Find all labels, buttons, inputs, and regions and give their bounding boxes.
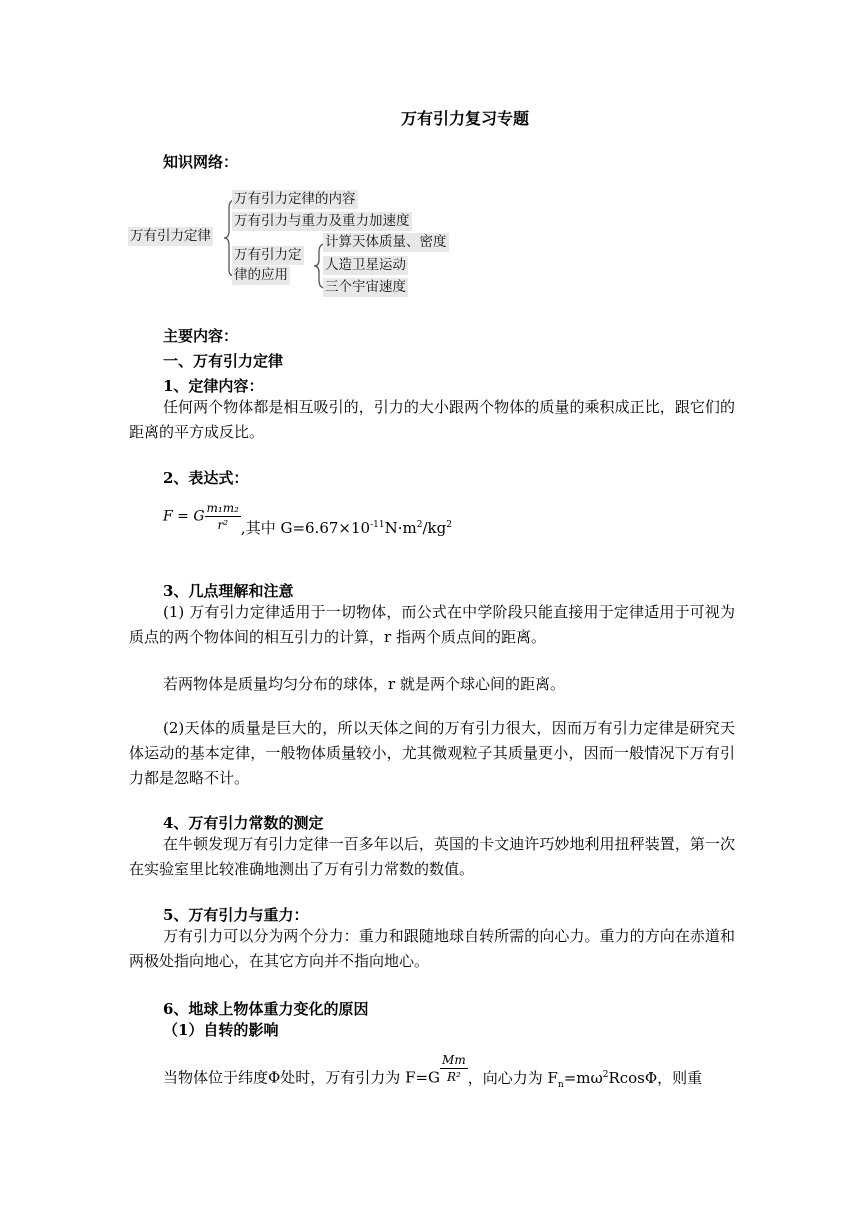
paragraph-law-content: 任何两个物体都是相互吸引的，引力的大小跟两个物体的质量的乘积成正比，跟它们的距离的平方成反比。 [129,398,735,441]
formula-fraction [205,500,241,533]
rotation-fraction [440,1052,468,1085]
paragraph-sphere-note: 若两物体是质量均匀分布的球体，r 就是两个球心间的距离。 [163,675,565,693]
subsection-heading-1-5: 5、万有引力与重力： [163,906,309,924]
formula-denominator: r² [217,518,228,532]
diagram-branch-application-1: 万有引力定 [234,247,302,263]
rotation-numerator: Mm [442,1053,466,1067]
subsection-heading-1-6: 6、地球上物体重力变化的原因 [163,1000,369,1018]
paragraph-cavendish: 在牛顿发现万有引力定律一百多年以后，英国的卡文迪许巧妙地利用扭秤装置，第一次在实验室里比较准确地测出了万有引力常数的数值。 [129,835,735,878]
rotation-denominator: R² [446,1070,461,1084]
diagram-branch-gravity: 万有引力与重力及重力加速度 [234,213,410,229]
paragraph-note-1: (1) 万有引力定律适用于一切物体，而公式在中学阶段只能直接用于定律适用于可视为质点的两个物体间的相互引力的计算，r 指两个质点间的距离。 [129,603,735,646]
formula-constant: ,其中 $G=6.67\times 10^{-11}N\cdot m^2/kg^2$ [240,518,452,537]
subsection-heading-1-6-1: （1）自转的影响 [163,1021,279,1039]
rotation-text-1: 当物体位于纬度Φ处时，万有引力为 F=G [163,1068,441,1087]
subsection-heading-1-3: 3、几点理解和注意 [163,582,294,600]
formula-gravitation [163,500,452,538]
diagram-branch-application-2: 律的应用 [234,267,288,283]
paragraph-note-2: (2)天体的质量是巨大的，所以天体之间的万有引力很大，因而万有引力定律是研究天体运动的基本定律，一般物体质量较小，尤其微观粒子其质量更小，因而一般情况下万有引力都是忽略不计。 [129,719,735,787]
paragraph-rotation-effect [163,1052,702,1090]
diagram-sub-mass-density: 计算天体质量、密度 [325,234,447,250]
subsection-heading-1-4: 4、万有引力常数的测定 [163,814,324,832]
diagram-sub-cosmic-speeds: 三个宇宙速度 [325,279,406,295]
main-heading: 主要内容： [163,327,239,345]
section-heading-1: 一、万有引力定律 [163,352,284,370]
formula-numerator: m₁m₂ [206,501,239,515]
paragraph-gravity-components: 万有引力可以分为两个分力：重力和跟随地球自转所需的向心力。重力的方向在赤道和两极处指向地心，在其它方向并不指向地心。 [129,927,735,970]
subsection-heading-1-2: 2、表达式： [163,469,249,487]
diagram-root: 万有引力定律 [130,228,211,244]
subsection-heading-1-1: 1、定律内容： [163,377,264,395]
diagram-sub-satellite: 人造卫星运动 [325,257,406,273]
rotation-text-2: ，向心力为 $F_n=m\omega^2Rcos\Phi$，则重 [467,1068,703,1090]
formula-lhs: F = G [163,508,205,525]
knowledge-heading: 知识网络： [163,153,239,171]
diagram-branch-content: 万有引力定律的内容 [234,191,356,207]
page-title: 万有引力复习专题 [400,109,529,128]
knowledge-network-diagram [128,186,473,301]
